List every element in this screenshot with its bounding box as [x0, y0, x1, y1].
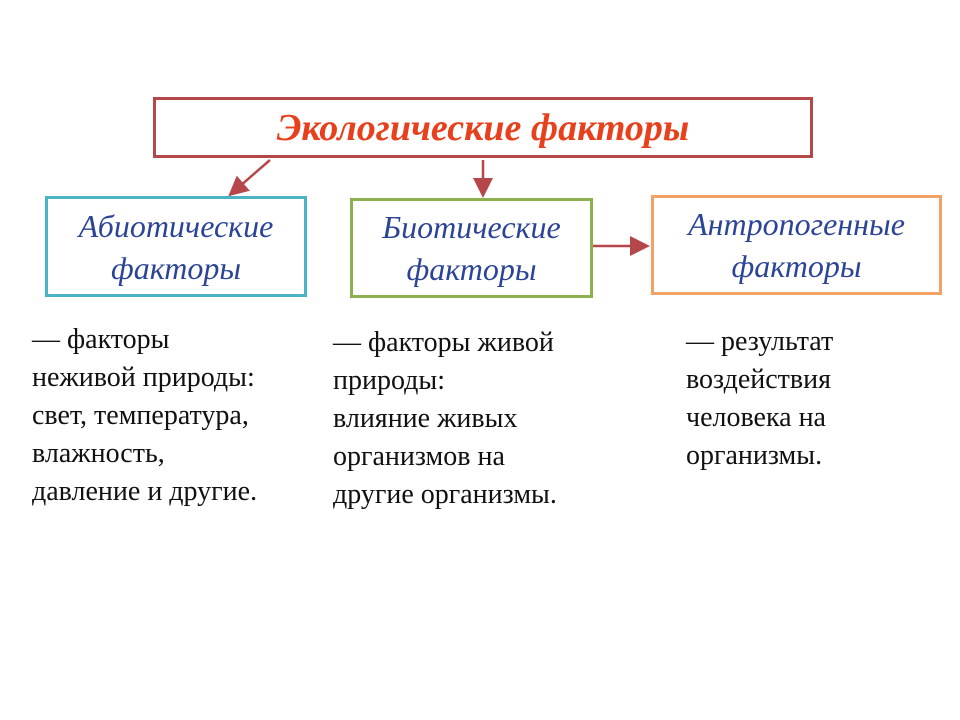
- abiotic-factors-box: [45, 196, 307, 297]
- diagram-title: Экологические факторы: [276, 106, 690, 149]
- abiotic-desc-line: влажность,: [32, 438, 165, 469]
- anthropogenic-factors-box: [651, 195, 942, 295]
- biotic-label-line-1: Биотические: [382, 209, 561, 245]
- biotic-desc-line: влияние живых: [333, 403, 518, 434]
- abiotic-label-line-1: Абиотические: [78, 207, 274, 244]
- title-box: [153, 97, 813, 158]
- biotic-factors-box: [350, 198, 593, 298]
- anthropogenic-desc-line: воздействия: [686, 364, 831, 395]
- anthropogenic-desc-line: — результат: [686, 326, 834, 357]
- arrow-to-abiotic: [232, 160, 270, 193]
- abiotic-desc-line: неживой природы:: [32, 362, 255, 393]
- biotic-desc-line: — факторы живой: [333, 327, 554, 358]
- anthropogenic-desc-line: организмы.: [686, 440, 823, 471]
- anthropogenic-desc-line: человека на: [686, 402, 826, 433]
- anthropogenic-label-line-2: факторы: [731, 248, 862, 284]
- biotic-desc-line: природы:: [333, 365, 445, 396]
- abiotic-description: [32, 321, 257, 511]
- biotic-desc-line: другие организмы.: [333, 479, 557, 510]
- anthropogenic-label-line-1: Антропогенные: [688, 206, 905, 242]
- abiotic-desc-line: давление и другие.: [32, 476, 258, 507]
- biotic-label-line-2: факторы: [406, 251, 537, 287]
- abiotic-desc-line: свет, температура,: [32, 400, 249, 431]
- biotic-description: [333, 324, 557, 514]
- anthropogenic-description: [686, 323, 833, 475]
- abiotic-label-line-2: факторы: [110, 249, 242, 286]
- abiotic-desc-line: — факторы: [32, 324, 170, 355]
- biotic-desc-line: организмов на: [333, 441, 505, 472]
